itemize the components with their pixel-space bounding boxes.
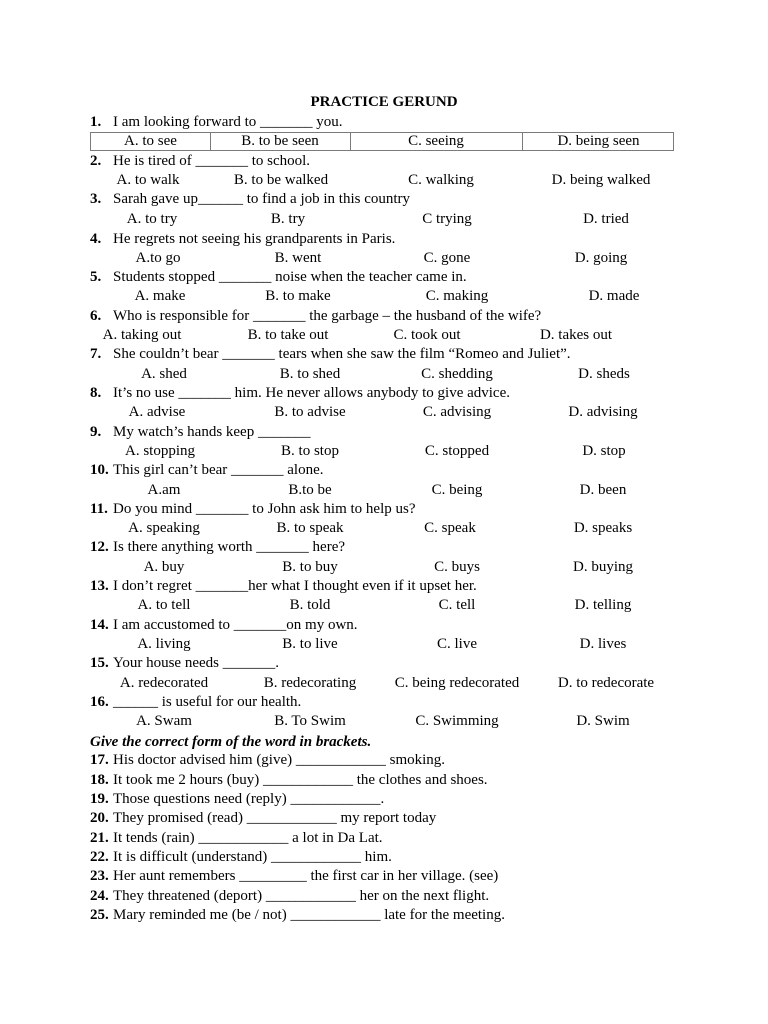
option-d[interactable]: D. lives [579, 636, 627, 652]
option-d[interactable]: D. going [574, 250, 628, 266]
question-number: 10. [90, 462, 109, 478]
option-a[interactable]: A. stopping [124, 443, 196, 459]
option-a[interactable]: A. taking out [102, 327, 182, 343]
option-a[interactable]: A. living [137, 636, 191, 652]
question-2 [90, 152, 310, 171]
question-10 [90, 461, 324, 480]
question-text: This girl can’t bear _______ alone. [113, 462, 324, 478]
question-text: His doctor advised him (give) ____________ smoking. [113, 752, 446, 768]
question-number: 19. [90, 791, 109, 807]
option-a[interactable]: A. to tell [137, 597, 191, 613]
question-5 [90, 268, 467, 287]
question-18 [90, 771, 488, 790]
question-24 [90, 887, 489, 906]
option-b[interactable]: B. try [270, 211, 306, 227]
options-row [0, 635, 768, 654]
question-number: 3. [90, 191, 102, 207]
option-b[interactable]: B. to buy [282, 559, 338, 575]
question-text: It tends (rain) ____________ a lot in Da Lat. [113, 830, 383, 846]
options-row [0, 171, 768, 190]
options-row [0, 210, 768, 229]
question-22 [90, 848, 392, 867]
option-a[interactable]: A. speaking [128, 520, 200, 536]
question-number: 16. [90, 694, 109, 710]
option-a[interactable]: A. buy [143, 559, 185, 575]
option-c[interactable]: C. live [437, 636, 477, 652]
option-d[interactable]: D. takes out [539, 327, 613, 343]
question-text: It took me 2 hours (buy) ____________ the clothes and shoes. [113, 772, 488, 788]
option-a[interactable]: A. to walk [116, 172, 180, 188]
option-b[interactable]: B. went [274, 250, 322, 266]
question-text: I don’t regret _______her what I thought even if it upset her. [113, 578, 477, 594]
question-number: 1. [90, 114, 102, 130]
question-number: 8. [90, 385, 102, 401]
question-9 [90, 423, 310, 442]
question-text: I am looking forward to _______ you. [113, 114, 343, 130]
question-number: 7. [90, 346, 102, 362]
options-row [0, 287, 768, 306]
options-row [0, 596, 768, 615]
question-text: It is difficult (understand) ____________ him. [113, 849, 392, 865]
option-b[interactable]: B. to shed [279, 366, 341, 382]
question-text: ______ is useful for our health. [113, 694, 302, 710]
option-a[interactable]: A. make [134, 288, 186, 304]
option-a[interactable]: A. Swam [136, 713, 192, 729]
option-c[interactable]: C. Swimming [415, 713, 499, 729]
option-c[interactable]: C. speak [424, 520, 476, 536]
question-3 [90, 190, 410, 209]
option-d[interactable]: D. speaks [573, 520, 633, 536]
option-a[interactable]: A. redecorated [119, 675, 209, 691]
question-23 [90, 867, 498, 886]
option-d[interactable]: D. sheds [578, 366, 630, 382]
options-row [0, 442, 768, 461]
question-16 [90, 693, 301, 712]
question-12 [90, 538, 345, 557]
question-text: Your house needs _______. [113, 655, 279, 671]
question-number: 25. [90, 907, 109, 923]
question-19 [90, 790, 384, 809]
options-row [0, 326, 768, 345]
options-row [0, 481, 768, 500]
option-d[interactable]: D. tried [583, 211, 629, 227]
options-row [0, 365, 768, 384]
question-number: 6. [90, 308, 102, 324]
option-b[interactable]: B. to stop [281, 443, 339, 459]
option-b[interactable]: B. to speak [276, 520, 344, 536]
options-row [0, 674, 768, 693]
option-b[interactable]: B. to advise [274, 404, 346, 420]
question-6 [90, 307, 541, 326]
question-17 [90, 751, 445, 770]
question-21 [90, 829, 383, 848]
question-number: 20. [90, 810, 109, 826]
option-d[interactable]: D. being seen [557, 133, 640, 149]
options-row [0, 403, 768, 422]
question-text: Those questions need (reply) ____________. [113, 791, 385, 807]
option-c[interactable]: C. walking [408, 172, 474, 188]
option-b[interactable]: B. to take out [247, 327, 329, 343]
question-number: 11. [90, 501, 108, 517]
question-number: 12. [90, 539, 109, 555]
question-4 [90, 230, 395, 249]
option-d[interactable]: D. advising [568, 404, 638, 420]
question-number: 22. [90, 849, 109, 865]
option-c[interactable]: C. making [425, 288, 489, 304]
option-b[interactable]: B. told [289, 597, 331, 613]
question-text: I am accustomed to _______on my own. [113, 617, 358, 633]
question-25 [90, 906, 505, 925]
page-title: PRACTICE GERUND [310, 94, 458, 110]
option-b[interactable]: B. to live [282, 636, 338, 652]
question-8 [90, 384, 510, 403]
question-text: They promised (read) ____________ my report today [113, 810, 437, 826]
question-number: 17. [90, 752, 109, 768]
option-d[interactable]: D. to redecorate [557, 675, 655, 691]
option-b[interactable]: B. redecorating [263, 675, 357, 691]
option-a[interactable]: A. to see [91, 133, 211, 150]
question-text: Is there anything worth _______ here? [113, 539, 346, 555]
question-text: They threatened (deport) ____________ her on the next flight. [113, 888, 490, 904]
option-c[interactable]: C. gone [423, 250, 471, 266]
option-b[interactable]: B. To Swim [274, 713, 346, 729]
option-a[interactable]: A. advise [128, 404, 186, 420]
question-20 [90, 809, 436, 828]
question-number: 24. [90, 888, 109, 904]
question-15 [90, 654, 279, 673]
option-c[interactable]: C. seeing [350, 133, 523, 150]
option-a[interactable]: A.am [147, 482, 181, 498]
option-c[interactable]: C. tell [438, 597, 476, 613]
section-heading: Give the correct form of the word in brackets. [90, 734, 372, 750]
question-number: 21. [90, 830, 109, 846]
options-table [90, 132, 674, 151]
question-14 [90, 616, 358, 635]
question-number: 14. [90, 617, 109, 633]
question-text: Students stopped _______ noise when the teacher came in. [113, 269, 467, 285]
question-11 [90, 500, 416, 519]
question-7 [90, 345, 571, 364]
option-c[interactable]: C. being redecorated [394, 675, 520, 691]
question-1 [90, 113, 343, 132]
option-b[interactable]: B. to be seen [210, 133, 351, 150]
question-text: It’s no use _______ him. He never allows anybody to give advice. [113, 385, 511, 401]
question-text: Who is responsible for _______ the garbage – the husband of the wife? [113, 308, 542, 324]
question-number: 9. [90, 424, 102, 440]
options-row [0, 558, 768, 577]
question-number: 23. [90, 868, 109, 884]
question-text: Her aunt remembers _________ the first car in her village. (see) [113, 868, 499, 884]
option-b[interactable]: B. to make [265, 288, 331, 304]
option-c[interactable]: C. shedding [421, 366, 493, 382]
option-a[interactable]: A.to go [135, 250, 181, 266]
question-number: 15. [90, 655, 109, 671]
options-row [0, 519, 768, 538]
option-b[interactable]: B. to be walked [233, 172, 329, 188]
option-c[interactable]: C. being [431, 482, 483, 498]
question-text: Do you mind _______ to John ask him to help us? [113, 501, 416, 517]
question-text: He is tired of _______ to school. [113, 153, 311, 169]
option-a[interactable]: A. to try [126, 211, 178, 227]
question-text: My watch’s hands keep _______ [113, 424, 311, 440]
options-row [0, 712, 768, 731]
question-number: 5. [90, 269, 102, 285]
question-number: 18. [90, 772, 109, 788]
option-c[interactable]: C. stopped [424, 443, 490, 459]
option-c[interactable]: C. advising [422, 404, 492, 420]
option-c[interactable]: C. took out [393, 327, 461, 343]
question-number: 4. [90, 231, 102, 247]
question-text: She couldn’t bear _______ tears when she saw the film “Romeo and Juliet”. [113, 346, 571, 362]
question-text: Sarah gave up______ to find a job in this country [113, 191, 411, 207]
question-text: Mary reminded me (be / not) ____________ late for the meeting. [113, 907, 505, 923]
option-d[interactable]: D. Swim [576, 713, 630, 729]
question-number: 13. [90, 578, 109, 594]
question-number: 2. [90, 153, 102, 169]
option-c[interactable]: C trying [422, 211, 472, 227]
option-d[interactable]: D. telling [574, 597, 632, 613]
options-row [0, 249, 768, 268]
option-b[interactable]: B.to be [288, 482, 332, 498]
option-a[interactable]: A. shed [141, 366, 187, 382]
option-c[interactable]: C. buys [434, 559, 480, 575]
question-text: He regrets not seeing his grandparents in Paris. [113, 231, 396, 247]
option-d[interactable]: D. made [588, 288, 640, 304]
question-13 [90, 577, 477, 596]
option-d[interactable]: D. stop [582, 443, 626, 459]
option-d[interactable]: D. been [579, 482, 627, 498]
option-d[interactable]: D. buying [573, 559, 633, 575]
option-d[interactable]: D. being walked [551, 172, 651, 188]
